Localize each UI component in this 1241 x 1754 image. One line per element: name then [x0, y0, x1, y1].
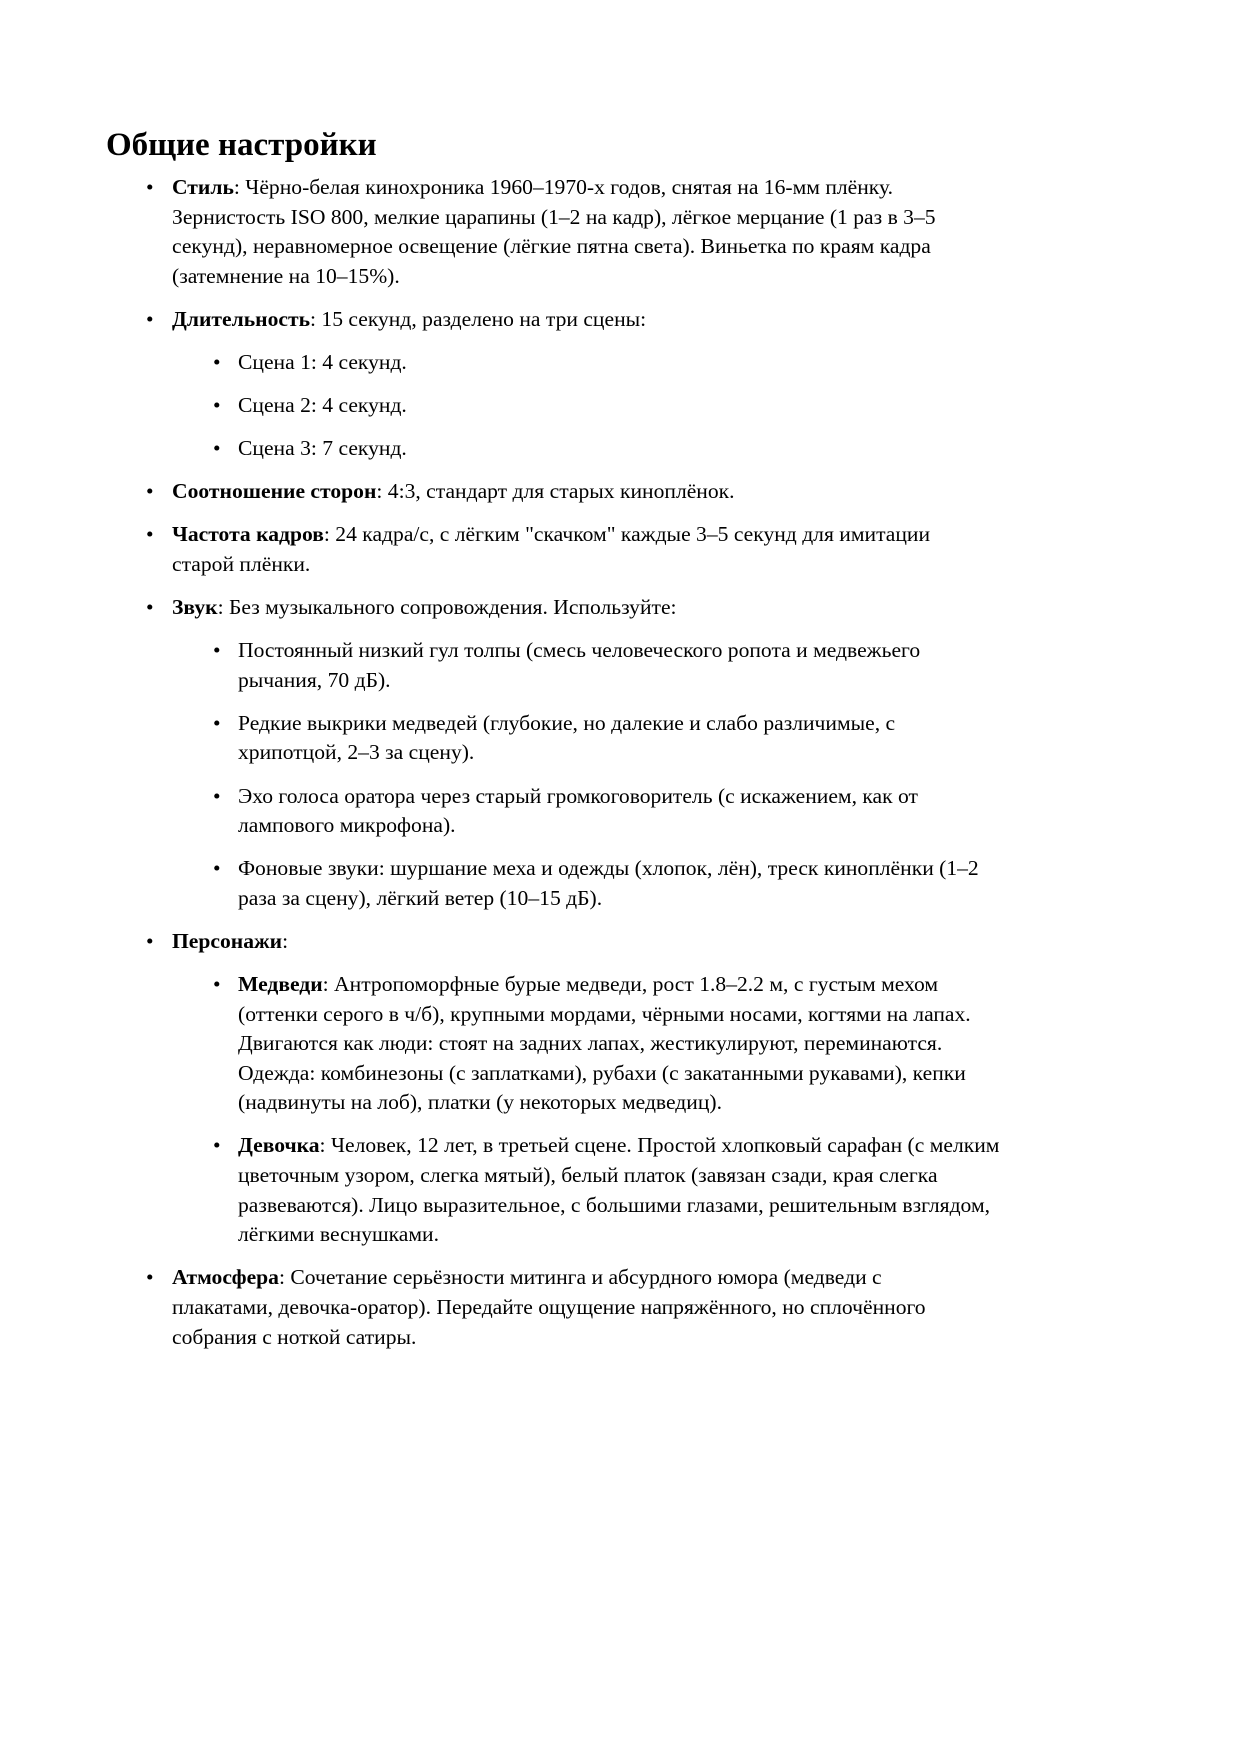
sublist-item [146, 854, 1006, 913]
item-text: : 24 кадра/с, с лёгким "скачком" каждые 3–5 секунд для имитации старой плёнки. [172, 522, 931, 576]
sublist-item-text: Постоянный низкий гул толпы (смесь человеческого ропота и медвежьего рычания, 70 дБ). [238, 638, 921, 692]
sublist-item-girl [146, 1131, 1008, 1249]
sublist-item-bears [146, 970, 1008, 1118]
sublist-item-text: Редкие выкрики медведей (глубокие, но далекие и слабо различимые, с хрипотцой, 2–3 за сцену). [238, 710, 896, 765]
item-label: Стиль [172, 175, 234, 199]
sublist-item [146, 636, 971, 695]
list-item-aspect-ratio [146, 477, 1126, 507]
sublist-item-label: Девочка [238, 1133, 320, 1158]
list-item-style [146, 173, 972, 291]
item-label: Частота кадров [172, 522, 324, 547]
sublist-item [146, 391, 1126, 421]
sublist-item-text: Сцена 1: 4 секунд. [238, 349, 407, 374]
list-item-atmosphere [146, 1263, 972, 1352]
sublist-sound [172, 636, 1126, 913]
sublist-item-text: Эхо голоса оратора через старый громкоговоритель (с искажением, как от лампового микрофона). [238, 783, 918, 838]
item-text: : Без музыкального сопровождения. Используйте: [217, 595, 677, 620]
sublist-item-text: Сцена 2: 4 секунд. [238, 393, 407, 418]
sublist-scenes [172, 348, 1126, 464]
item-label: Атмосфера [172, 1265, 279, 1290]
item-label: Длительность [172, 306, 310, 331]
sublist-item-text: : Человек, 12 лет, в третьей сцене. Простой хлопковый сарафан (с мелким цветочным узором, слегка мятый), белый платок (завязан сзади, края слегка развеваются). Лицо выразительное, с большими глазами, решительным взглядом, лёгкими веснушками. [238, 1133, 1000, 1247]
settings-list [146, 173, 1126, 1366]
item-text: : 15 секунд, разделено на три сцены: [310, 306, 647, 331]
sublist-item-label: Медведи [238, 971, 323, 996]
sublist-characters [172, 970, 1126, 1250]
sublist-item-text: : Антропоморфные бурые медведи, рост 1.8–2.2 м, с густым мехом (оттенки серого в ч/б), крупными мордами, чёрными носами, когтями на лапах. Двигаются как люди: стоят на задних лапах, жестикулируют, переминаются. Одежда: комбинезоны (с заплатками), рубахи (с закатанными рукавами), кепки (надвинуты на лоб), платки (у некоторых медведиц). [238, 971, 971, 1115]
item-label: Соотношение сторон [172, 479, 377, 504]
item-text: : [282, 928, 289, 953]
list-item-characters [146, 927, 1126, 1250]
sublist-item [146, 348, 1126, 378]
page-title: Общие настройки [106, 127, 377, 163]
item-text: : 4:3, стандарт для старых киноплёнок. [376, 479, 735, 504]
item-label: Персонажи [172, 928, 283, 953]
list-item-sound [146, 593, 1126, 913]
sublist-item [146, 782, 971, 841]
list-item-duration [146, 305, 1126, 464]
sublist-item [146, 709, 971, 768]
sublist-item-text: Фоновые звуки: шуршание меха и одежды (хлопок, лён), треск киноплёнки (1–2 раза за сцену), лёгкий ветер (10–15 дБ). [238, 856, 979, 910]
list-item-frame-rate [146, 520, 972, 579]
item-label: Звук [172, 595, 218, 620]
item-text: : Сочетание серьёзности митинга и абсурдного юмора (медведи с плакатами, девочка-оратор). Передайте ощущение напряжённого, но сплочённого собрания с ноткой сатиры. [172, 1265, 926, 1349]
item-text: : Чёрно-белая кинохроника 1960–1970-х годов, снятая на 16-мм плёнку. Зернистость ISO 800, мелкие царапины (1–2 на кадр), лёгкое мерцание (1 раз в 3–5 секунд), неравномерное освещение (лёгкие пятна света). Виньетка по краям кадра (затемнение на 10–15%). [172, 175, 936, 288]
sublist-item [146, 434, 1126, 464]
sublist-item-text: Сцена 3: 7 секунд. [238, 436, 407, 461]
